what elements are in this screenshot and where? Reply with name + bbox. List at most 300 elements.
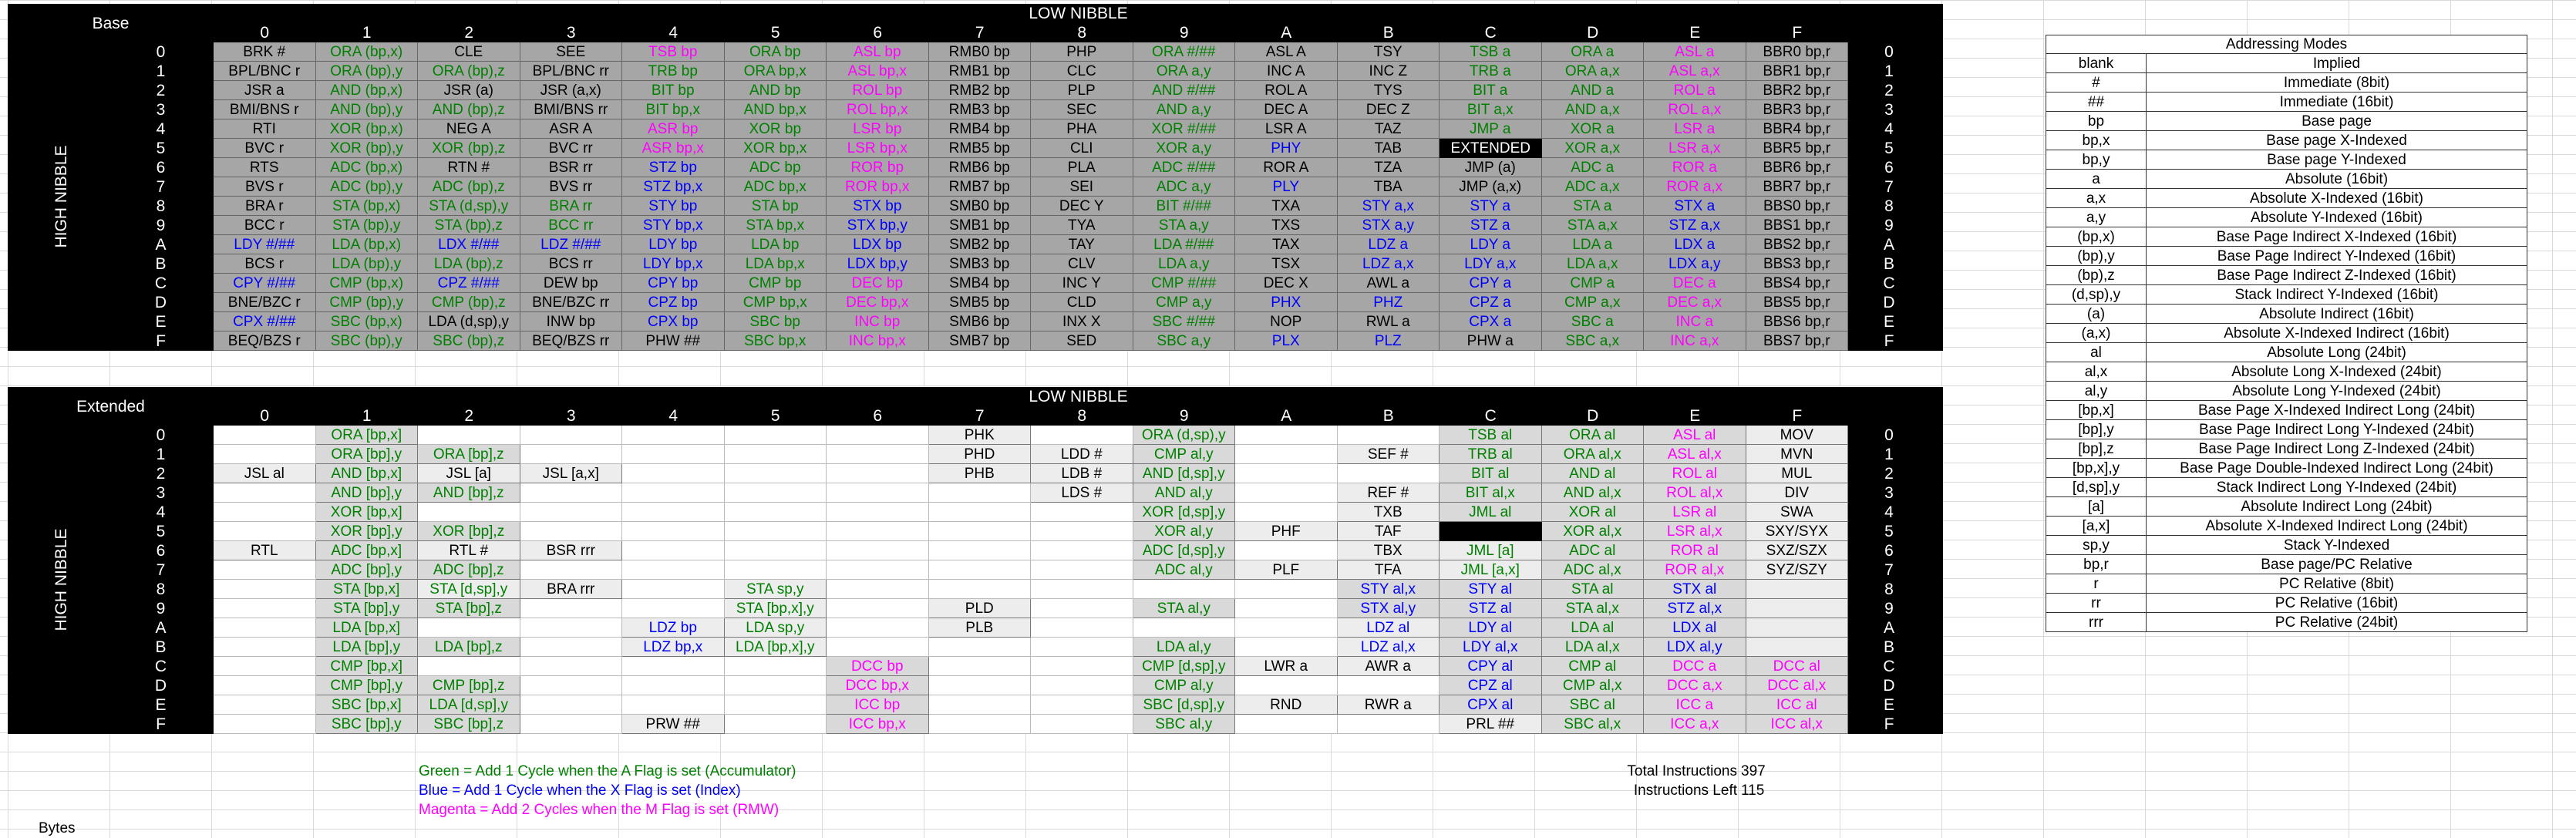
extended-table-cell-2B[interactable] (1338, 464, 1440, 483)
extended-table-cell-1B[interactable]: SEF # (1338, 445, 1440, 464)
base-table-cell-03[interactable]: SEE (520, 42, 623, 62)
base-table-row-header-E[interactable]: E (108, 312, 214, 331)
base-table-cell-26[interactable]: ROL bp (827, 81, 929, 100)
base-table-cell-CE[interactable]: DEC a (1644, 274, 1746, 293)
extended-table-cell-53[interactable] (520, 522, 623, 541)
extended-table-row-header-8[interactable]: 8 (108, 580, 214, 599)
base-table-col-header-C[interactable]: C (1440, 23, 1542, 42)
extended-table-col-header-D[interactable]: D (1542, 406, 1645, 426)
extended-table-cell-9A[interactable] (1235, 599, 1338, 618)
extended-table-cell-99[interactable]: STA al,y (1133, 599, 1236, 618)
addressing-mode-desc-4[interactable]: Base page X-Indexed (2147, 131, 2527, 150)
base-table-cell-9D[interactable]: STA a,x (1542, 216, 1645, 235)
extended-table-cell-AB[interactable]: LDZ al (1338, 618, 1440, 638)
extended-table-cell-15[interactable] (725, 445, 827, 464)
base-table-cell-8E[interactable]: STX a (1644, 197, 1746, 216)
base-table-cell-D8[interactable]: CLD (1031, 293, 1133, 312)
extended-table-cell-4D[interactable]: XOR al (1542, 503, 1645, 522)
extended-table-cell-29[interactable]: AND [d,sp],y (1133, 464, 1236, 483)
base-table-cell-48[interactable]: PHA (1031, 119, 1133, 139)
addressing-mode-abbr-2[interactable]: ## (2046, 93, 2147, 112)
extended-table-row-header-4[interactable]: 4 (108, 503, 214, 522)
addressing-mode-desc-26[interactable]: Base page/PC Relative (2147, 555, 2527, 574)
extended-table-cell-01[interactable]: ORA [bp,x] (316, 426, 419, 445)
extended-table-cell-86[interactable] (827, 580, 929, 599)
base-table-cell-C0[interactable]: CPY #/## (214, 274, 316, 293)
extended-table-cell-D6[interactable]: DCC bp,x (827, 676, 929, 695)
base-table-cell-69[interactable]: ADC #/## (1133, 158, 1236, 177)
extended-table-cell-1E[interactable]: ASL al,x (1644, 445, 1746, 464)
extended-table-cell-1F[interactable]: MVN (1746, 445, 1849, 464)
extended-table-cell-A8[interactable] (1031, 618, 1133, 638)
extended-table-row-header-5[interactable]: 5 (108, 522, 214, 541)
extended-table-col-header-A[interactable]: A (1235, 406, 1338, 426)
base-table-cell-42[interactable]: NEG A (418, 119, 520, 139)
extended-table-cell-31[interactable]: AND [bp],y (316, 483, 419, 503)
extended-table-cell-79[interactable]: ADC al,y (1133, 560, 1236, 580)
extended-table-cell-B5[interactable]: LDA [bp,x],y (725, 638, 827, 657)
extended-table-cell-73[interactable] (520, 560, 623, 580)
base-table-cell-3A[interactable]: DEC A (1235, 100, 1338, 119)
base-table-cell-8A[interactable]: TXA (1235, 197, 1338, 216)
base-table-cell-D4[interactable]: CPZ bp (622, 293, 725, 312)
base-table-cell-58[interactable]: CLI (1031, 139, 1133, 158)
base-table-col-header-B[interactable]: B (1338, 23, 1440, 42)
base-table-cell-4A[interactable]: LSR A (1235, 119, 1338, 139)
extended-table-cell-9B[interactable]: STX al,y (1338, 599, 1440, 618)
extended-table-cell-B1[interactable]: LDA [bp],y (316, 638, 419, 657)
base-table-cell-CA[interactable]: DEC X (1235, 274, 1338, 293)
extended-table-cell-CB[interactable]: AWR a (1338, 657, 1440, 676)
addressing-mode-desc-7[interactable]: Absolute X-Indexed (16bit) (2147, 189, 2527, 208)
extended-table-cell-3A[interactable] (1235, 483, 1338, 503)
extended-table-cell-23[interactable]: JSL [a,x] (520, 464, 623, 483)
base-table-cell-10[interactable]: BPL/BNC r (214, 62, 316, 81)
base-table-cell-A8[interactable]: TAY (1031, 235, 1133, 254)
base-table-cell-2A[interactable]: ROL A (1235, 81, 1338, 100)
extended-table-cell-E0[interactable] (214, 695, 316, 715)
base-table-row-header-C[interactable]: C (108, 274, 214, 293)
extended-table-cell-A2[interactable] (418, 618, 520, 638)
extended-table-cell-43[interactable] (520, 503, 623, 522)
base-table-cell-C6[interactable]: DEC bp (827, 274, 929, 293)
base-table-cell-71[interactable]: ADC (bp),y (316, 177, 419, 197)
base-table-cell-87[interactable]: SMB0 bp (929, 197, 1032, 216)
extended-table-cell-B4[interactable]: LDZ bp,x (622, 638, 725, 657)
extended-table-cell-02[interactable] (418, 426, 520, 445)
addressing-mode-abbr-21[interactable]: [bp,x],y (2046, 459, 2147, 478)
base-table-cell-EE[interactable]: INC a (1644, 312, 1746, 331)
base-table-cell-9C[interactable]: STZ a (1440, 216, 1542, 235)
base-table-cell-ED[interactable]: SBC a (1542, 312, 1645, 331)
extended-table-col-header-5[interactable]: 5 (725, 406, 827, 426)
base-table-cell-4E[interactable]: LSR a (1644, 119, 1746, 139)
base-table-cell-53[interactable]: BVC rr (520, 139, 623, 158)
base-table-cell-1D[interactable]: ORA a,x (1542, 62, 1645, 81)
extended-table-cell-90[interactable] (214, 599, 316, 618)
extended-table-cell-C2[interactable] (418, 657, 520, 676)
base-table-cell-C5[interactable]: CMP bp (725, 274, 827, 293)
addressing-mode-abbr-23[interactable]: [a] (2046, 497, 2147, 517)
extended-table-cell-18[interactable]: LDD # (1031, 445, 1133, 464)
base-table-cell-23[interactable]: JSR (a,x) (520, 81, 623, 100)
addressing-mode-abbr-12[interactable]: (d,sp),y (2046, 285, 2147, 305)
addressing-mode-abbr-17[interactable]: al,y (2046, 382, 2147, 401)
extended-table-cell-38[interactable]: LDS # (1031, 483, 1133, 503)
extended-table-cell-63[interactable]: BSR rrr (520, 541, 623, 560)
base-table-cell-E4[interactable]: CPX bp (622, 312, 725, 331)
extended-table-low-nibble-header[interactable]: LOW NIBBLE (214, 387, 1943, 406)
base-table-cell-B7[interactable]: SMB3 bp (929, 254, 1032, 274)
base-table-cell-16[interactable]: ASL bp,x (827, 62, 929, 81)
addressing-mode-abbr-5[interactable]: bp,y (2046, 150, 2147, 170)
extended-table-cell-5D[interactable]: XOR al,x (1542, 522, 1645, 541)
extended-table-row-header-F[interactable]: F (108, 715, 214, 734)
base-table-cell-C4[interactable]: CPY bp (622, 274, 725, 293)
extended-table-cell-C9[interactable]: CMP [d,sp],y (1133, 657, 1236, 676)
base-table-cell-67[interactable]: RMB6 bp (929, 158, 1032, 177)
extended-table-cell-41[interactable]: XOR [bp,x] (316, 503, 419, 522)
addressing-mode-abbr-6[interactable]: a (2046, 170, 2147, 189)
extended-table-cell-BC[interactable]: LDY al,x (1440, 638, 1542, 657)
extended-table-cell-92[interactable]: STA [bp],z (418, 599, 520, 618)
addressing-mode-abbr-27[interactable]: r (2046, 574, 2147, 594)
extended-table-cell-0F[interactable]: MOV (1746, 426, 1849, 445)
base-table-cell-73[interactable]: BVS rr (520, 177, 623, 197)
extended-table-cell-26[interactable] (827, 464, 929, 483)
base-table-cell-33[interactable]: BMI/BNS rr (520, 100, 623, 119)
extended-table-cell-4F[interactable]: SWA (1746, 503, 1849, 522)
base-table-row-label-right-E[interactable]: E (1835, 312, 1943, 331)
extended-table-cell-84[interactable] (622, 580, 725, 599)
extended-table-col-header-4[interactable]: 4 (622, 406, 725, 426)
extended-table-col-header-6[interactable]: 6 (827, 406, 929, 426)
extended-table-cell-DB[interactable] (1338, 676, 1440, 695)
extended-table-cell-49[interactable]: XOR [d,sp],y (1133, 503, 1236, 522)
addressing-mode-abbr-7[interactable]: a,x (2046, 189, 2147, 208)
base-table-cell-F4[interactable]: PHW ## (622, 331, 725, 351)
base-table-cell-00[interactable]: BRK # (214, 42, 316, 62)
extended-table-cell-7D[interactable]: ADC al,x (1542, 560, 1645, 580)
base-table-row-label-right-B[interactable]: B (1835, 254, 1943, 274)
extended-table-row-label-right-A[interactable]: A (1835, 618, 1943, 638)
base-table-cell-70[interactable]: BVS r (214, 177, 316, 197)
base-table-cell-15[interactable]: ORA bp,x (725, 62, 827, 81)
base-table-col-header-4[interactable]: 4 (622, 23, 725, 42)
base-table-cell-27[interactable]: RMB2 bp (929, 81, 1032, 100)
base-table-cell-65[interactable]: ADC bp (725, 158, 827, 177)
base-table-cell-34[interactable]: BIT bp,x (622, 100, 725, 119)
extended-table-cell-CF[interactable]: DCC al (1746, 657, 1849, 676)
extended-table-cell-32[interactable]: AND [bp],z (418, 483, 520, 503)
extended-table-cell-B9[interactable]: LDA al,y (1133, 638, 1236, 657)
extended-table-cell-68[interactable] (1031, 541, 1133, 560)
extended-table-cell-97[interactable]: PLD (929, 599, 1032, 618)
base-table-cell-E7[interactable]: SMB6 bp (929, 312, 1032, 331)
extended-table-cell-93[interactable] (520, 599, 623, 618)
base-table-cell-C7[interactable]: SMB4 bp (929, 274, 1032, 293)
base-table-cell-D6[interactable]: DEC bp,x (827, 293, 929, 312)
extended-table-row-label-right-3[interactable]: 3 (1835, 483, 1943, 503)
base-table-cell-C1[interactable]: CMP (bp,x) (316, 274, 419, 293)
extended-table-cell-6C[interactable]: JML [a] (1440, 541, 1542, 560)
extended-table-cell-2F[interactable]: MUL (1746, 464, 1849, 483)
extended-table-col-header-8[interactable]: 8 (1031, 406, 1133, 426)
base-table-cell-02[interactable]: CLE (418, 42, 520, 62)
extended-table-cell-D2[interactable]: CMP [bp],z (418, 676, 520, 695)
extended-table-cell-5F[interactable]: SXY/SYX (1746, 522, 1849, 541)
extended-table-cell-3E[interactable]: ROL al,x (1644, 483, 1746, 503)
extended-table-col-header-E[interactable]: E (1644, 406, 1746, 426)
base-table-cell-57[interactable]: RMB5 bp (929, 139, 1032, 158)
extended-table-cell-64[interactable] (622, 541, 725, 560)
base-table-cell-C9[interactable]: CMP #/## (1133, 274, 1236, 293)
extended-table-cell-67[interactable] (929, 541, 1032, 560)
extended-table-cell-28[interactable]: LDB # (1031, 464, 1133, 483)
base-table-cell-19[interactable]: ORA a,y (1133, 62, 1236, 81)
base-table-row-label-right-3[interactable]: 3 (1835, 100, 1943, 119)
base-table-cell-FC[interactable]: PHW a (1440, 331, 1542, 351)
extended-table-cell-C0[interactable] (214, 657, 316, 676)
extended-table-cell-4B[interactable]: TXB (1338, 503, 1440, 522)
extended-table-cell-D5[interactable] (725, 676, 827, 695)
extended-table-row-label-right-7[interactable]: 7 (1835, 560, 1943, 580)
extended-table-cell-87[interactable] (929, 580, 1032, 599)
base-table-cell-0E[interactable]: ASL a (1644, 42, 1746, 62)
extended-table-cell-98[interactable] (1031, 599, 1133, 618)
extended-table-cell-20[interactable]: JSL al (214, 464, 316, 483)
extended-table-cell-0B[interactable] (1338, 426, 1440, 445)
base-table-cell-0C[interactable]: TSB a (1440, 42, 1542, 62)
base-table-cell-94[interactable]: STY bp,x (622, 216, 725, 235)
extended-table-cell-5A[interactable]: PHF (1235, 522, 1338, 541)
extended-table-cell-7C[interactable]: JML [a,x] (1440, 560, 1542, 580)
base-table-cell-D0[interactable]: BNE/BZC r (214, 293, 316, 312)
extended-table-cell-C6[interactable]: DCC bp (827, 657, 929, 676)
base-table-row-header-6[interactable]: 6 (108, 158, 214, 177)
extended-table-row-header-2[interactable]: 2 (108, 464, 214, 483)
extended-table-cell-8A[interactable] (1235, 580, 1338, 599)
extended-table-row-header-3[interactable]: 3 (108, 483, 214, 503)
base-table-col-header-8[interactable]: 8 (1031, 23, 1133, 42)
extended-table-row-header-B[interactable]: B (108, 638, 214, 657)
extended-table-row-header-D[interactable]: D (108, 676, 214, 695)
base-table-row-label-right-4[interactable]: 4 (1835, 119, 1943, 139)
extended-table-row-label-right-9[interactable]: 9 (1835, 599, 1943, 618)
extended-table-cell-91[interactable]: STA [bp],y (316, 599, 419, 618)
base-table-cell-E9[interactable]: SBC #/## (1133, 312, 1236, 331)
extended-table-cell-0E[interactable]: ASL al (1644, 426, 1746, 445)
addressing-mode-desc-29[interactable]: PC Relative (24bit) (2147, 613, 2527, 632)
base-table-cell-2B[interactable]: TYS (1338, 81, 1440, 100)
base-table-cell-5A[interactable]: PHY (1235, 139, 1338, 158)
base-table-cell-6A[interactable]: ROR A (1235, 158, 1338, 177)
base-table-cell-FA[interactable]: PLX (1235, 331, 1338, 351)
base-table-col-header-0[interactable]: 0 (214, 23, 316, 42)
base-table-cell-6E[interactable]: ROR a (1644, 158, 1746, 177)
base-table-col-header-2[interactable]: 2 (418, 23, 520, 42)
base-table-col-header-A[interactable]: A (1235, 23, 1338, 42)
extended-table-cell-11[interactable]: ORA [bp],y (316, 445, 419, 464)
base-table-cell-E1[interactable]: SBC (bp,x) (316, 312, 419, 331)
extended-table-cell-D1[interactable]: CMP [bp],y (316, 676, 419, 695)
base-table-cell-B2[interactable]: LDA (bp),z (418, 254, 520, 274)
extended-table-cell-E4[interactable] (622, 695, 725, 715)
base-table-cell-63[interactable]: BSR rr (520, 158, 623, 177)
extended-table-cell-8C[interactable]: STY al (1440, 580, 1542, 599)
extended-table-row-label-right-6[interactable]: 6 (1835, 541, 1943, 560)
base-table-low-nibble-header[interactable]: LOW NIBBLE (214, 4, 1943, 23)
extended-table-cell-CD[interactable]: CMP al (1542, 657, 1645, 676)
base-table-cell-D1[interactable]: CMP (bp),y (316, 293, 419, 312)
base-table-cell-08[interactable]: PHP (1031, 42, 1133, 62)
base-table-cell-1C[interactable]: TRB a (1440, 62, 1542, 81)
base-table-cell-8D[interactable]: STA a (1542, 197, 1645, 216)
extended-table-cell-82[interactable]: STA [d,sp],y (418, 580, 520, 599)
extended-table-row-header-0[interactable]: 0 (108, 426, 214, 445)
base-table-cell-F5[interactable]: SBC bp,x (725, 331, 827, 351)
base-table-cell-52[interactable]: XOR (bp),z (418, 139, 520, 158)
extended-table-cell-E8[interactable] (1031, 695, 1133, 715)
extended-table-cell-56[interactable] (827, 522, 929, 541)
extended-table-cell-47[interactable] (929, 503, 1032, 522)
addressing-mode-desc-3[interactable]: Base page (2147, 112, 2527, 131)
base-table-cell-2E[interactable]: ROL a (1644, 81, 1746, 100)
addressing-mode-desc-23[interactable]: Absolute Indirect Long (24bit) (2147, 497, 2527, 517)
base-table-cell-35[interactable]: AND bp,x (725, 100, 827, 119)
extended-table-row-label-right-C[interactable]: C (1835, 657, 1943, 676)
extended-table-cell-50[interactable] (214, 522, 316, 541)
extended-table-cell-55[interactable] (725, 522, 827, 541)
base-table-cell-14[interactable]: TRB bp (622, 62, 725, 81)
addressing-mode-desc-6[interactable]: Absolute (16bit) (2147, 170, 2527, 189)
addressing-mode-abbr-24[interactable]: [a,x] (2046, 517, 2147, 536)
base-table-cell-85[interactable]: STA bp (725, 197, 827, 216)
extended-table-cell-08[interactable] (1031, 426, 1133, 445)
base-table-row-header-8[interactable]: 8 (108, 197, 214, 216)
extended-table-cell-B7[interactable] (929, 638, 1032, 657)
base-table-cell-72[interactable]: ADC (bp),z (418, 177, 520, 197)
extended-table-cell-A3[interactable] (520, 618, 623, 638)
extended-table-cell-13[interactable] (520, 445, 623, 464)
base-table-cell-0F[interactable]: BBR0 bp,r (1746, 42, 1849, 62)
extended-table-cell-80[interactable] (214, 580, 316, 599)
base-table-cell-17[interactable]: RMB1 bp (929, 62, 1032, 81)
extended-table-row-label-right-0[interactable]: 0 (1835, 426, 1943, 445)
base-table-row-header-2[interactable]: 2 (108, 81, 214, 100)
base-table-cell-BC[interactable]: LDY a,x (1440, 254, 1542, 274)
extended-table-cell-F5[interactable] (725, 715, 827, 734)
base-table-cell-37[interactable]: RMB3 bp (929, 100, 1032, 119)
extended-table-cell-0C[interactable]: TSB al (1440, 426, 1542, 445)
extended-table-col-header-2[interactable]: 2 (418, 406, 520, 426)
base-table-cell-BD[interactable]: LDA a,x (1542, 254, 1645, 274)
base-table-cell-3F[interactable]: BBR3 bp,r (1746, 100, 1849, 119)
extended-table-cell-74[interactable] (622, 560, 725, 580)
extended-table-cell-A0[interactable] (214, 618, 316, 638)
extended-table-cell-6A[interactable] (1235, 541, 1338, 560)
base-table-cell-24[interactable]: BIT bp (622, 81, 725, 100)
extended-table-cell-A9[interactable] (1133, 618, 1236, 638)
extended-table-cell-5E[interactable]: LSR al,x (1644, 522, 1746, 541)
extended-table-cell-6E[interactable]: ROR al (1644, 541, 1746, 560)
base-table-cell-E5[interactable]: SBC bp (725, 312, 827, 331)
base-table-row-header-4[interactable]: 4 (108, 119, 214, 139)
base-table-cell-18[interactable]: CLC (1031, 62, 1133, 81)
addressing-mode-desc-21[interactable]: Base Page Double-Indexed Indirect Long (24bit) (2147, 459, 2527, 478)
extended-table-cell-2D[interactable]: AND al (1542, 464, 1645, 483)
base-table-cell-5E[interactable]: LSR a,x (1644, 139, 1746, 158)
extended-table-cell-9D[interactable]: STA al,x (1542, 599, 1645, 618)
base-table-cell-31[interactable]: AND (bp),y (316, 100, 419, 119)
base-table-cell-29[interactable]: AND #/## (1133, 81, 1236, 100)
extended-table-cell-54[interactable] (622, 522, 725, 541)
base-table-cell-AB[interactable]: LDZ a (1338, 235, 1440, 254)
base-table-cell-95[interactable]: STA bp,x (725, 216, 827, 235)
extended-table-cell-1C[interactable]: TRB al (1440, 445, 1542, 464)
extended-table-cell-70[interactable] (214, 560, 316, 580)
addressing-mode-desc-20[interactable]: Base Page Indirect Long Z-Indexed (24bit) (2147, 439, 2527, 459)
base-table-cell-04[interactable]: TSB bp (622, 42, 725, 62)
extended-table-cell-BE[interactable]: LDX al,y (1644, 638, 1746, 657)
base-table-cell-1B[interactable]: INC Z (1338, 62, 1440, 81)
base-table-cell-99[interactable]: STA a,y (1133, 216, 1236, 235)
extended-table-cell-8B[interactable]: STY al,x (1338, 580, 1440, 599)
base-table-cell-DB[interactable]: PHZ (1338, 293, 1440, 312)
base-table-cell-43[interactable]: ASR A (520, 119, 623, 139)
addressing-mode-abbr-29[interactable]: rrr (2046, 613, 2147, 632)
base-table-cell-0A[interactable]: ASL A (1235, 42, 1338, 62)
base-table-col-header-7[interactable]: 7 (929, 23, 1032, 42)
base-table-cell-DE[interactable]: DEC a,x (1644, 293, 1746, 312)
addressing-mode-desc-28[interactable]: PC Relative (16bit) (2147, 594, 2527, 613)
extended-table-cell-37[interactable] (929, 483, 1032, 503)
extended-table-cell-E7[interactable] (929, 695, 1032, 715)
extended-table-cell-AD[interactable]: LDA al (1542, 618, 1645, 638)
extended-table-cell-D7[interactable] (929, 676, 1032, 695)
extended-table-cell-88[interactable] (1031, 580, 1133, 599)
base-table-cell-A4[interactable]: LDY bp (622, 235, 725, 254)
base-table-cell-66[interactable]: ROR bp (827, 158, 929, 177)
base-table-cell-DA[interactable]: PHX (1235, 293, 1338, 312)
base-table-cell-89[interactable]: BIT #/## (1133, 197, 1236, 216)
base-table-cell-59[interactable]: XOR a,y (1133, 139, 1236, 158)
extended-table-col-header-B[interactable]: B (1338, 406, 1440, 426)
extended-table-cell-E5[interactable] (725, 695, 827, 715)
base-table-cell-A5[interactable]: LDA bp (725, 235, 827, 254)
base-table-cell-98[interactable]: TYA (1031, 216, 1133, 235)
base-table-cell-8C[interactable]: STY a (1440, 197, 1542, 216)
addressing-mode-abbr-8[interactable]: a,y (2046, 208, 2147, 227)
extended-table-cell-AA[interactable] (1235, 618, 1338, 638)
base-table-cell-2F[interactable]: BBR2 bp,r (1746, 81, 1849, 100)
extended-table-cell-39[interactable]: AND al,y (1133, 483, 1236, 503)
addressing-mode-desc-27[interactable]: PC Relative (8bit) (2147, 574, 2527, 594)
base-table-cell-86[interactable]: STX bp (827, 197, 929, 216)
extended-table-cell-D8[interactable] (1031, 676, 1133, 695)
base-table-cell-22[interactable]: JSR (a) (418, 81, 520, 100)
base-table-cell-C2[interactable]: CPZ #/## (418, 274, 520, 293)
extended-table-cell-DA[interactable] (1235, 676, 1338, 695)
base-table-cell-62[interactable]: RTN # (418, 158, 520, 177)
base-table-cell-B4[interactable]: LDY bp,x (622, 254, 725, 274)
base-table-cell-06[interactable]: ASL bp (827, 42, 929, 62)
base-table-row-label-right-D[interactable]: D (1835, 293, 1943, 312)
base-table-cell-21[interactable]: AND (bp,x) (316, 81, 419, 100)
extended-table-cell-48[interactable] (1031, 503, 1133, 522)
base-table-cell-1E[interactable]: ASL a,x (1644, 62, 1746, 81)
extended-table-cell-F9[interactable]: SBC al,y (1133, 715, 1236, 734)
